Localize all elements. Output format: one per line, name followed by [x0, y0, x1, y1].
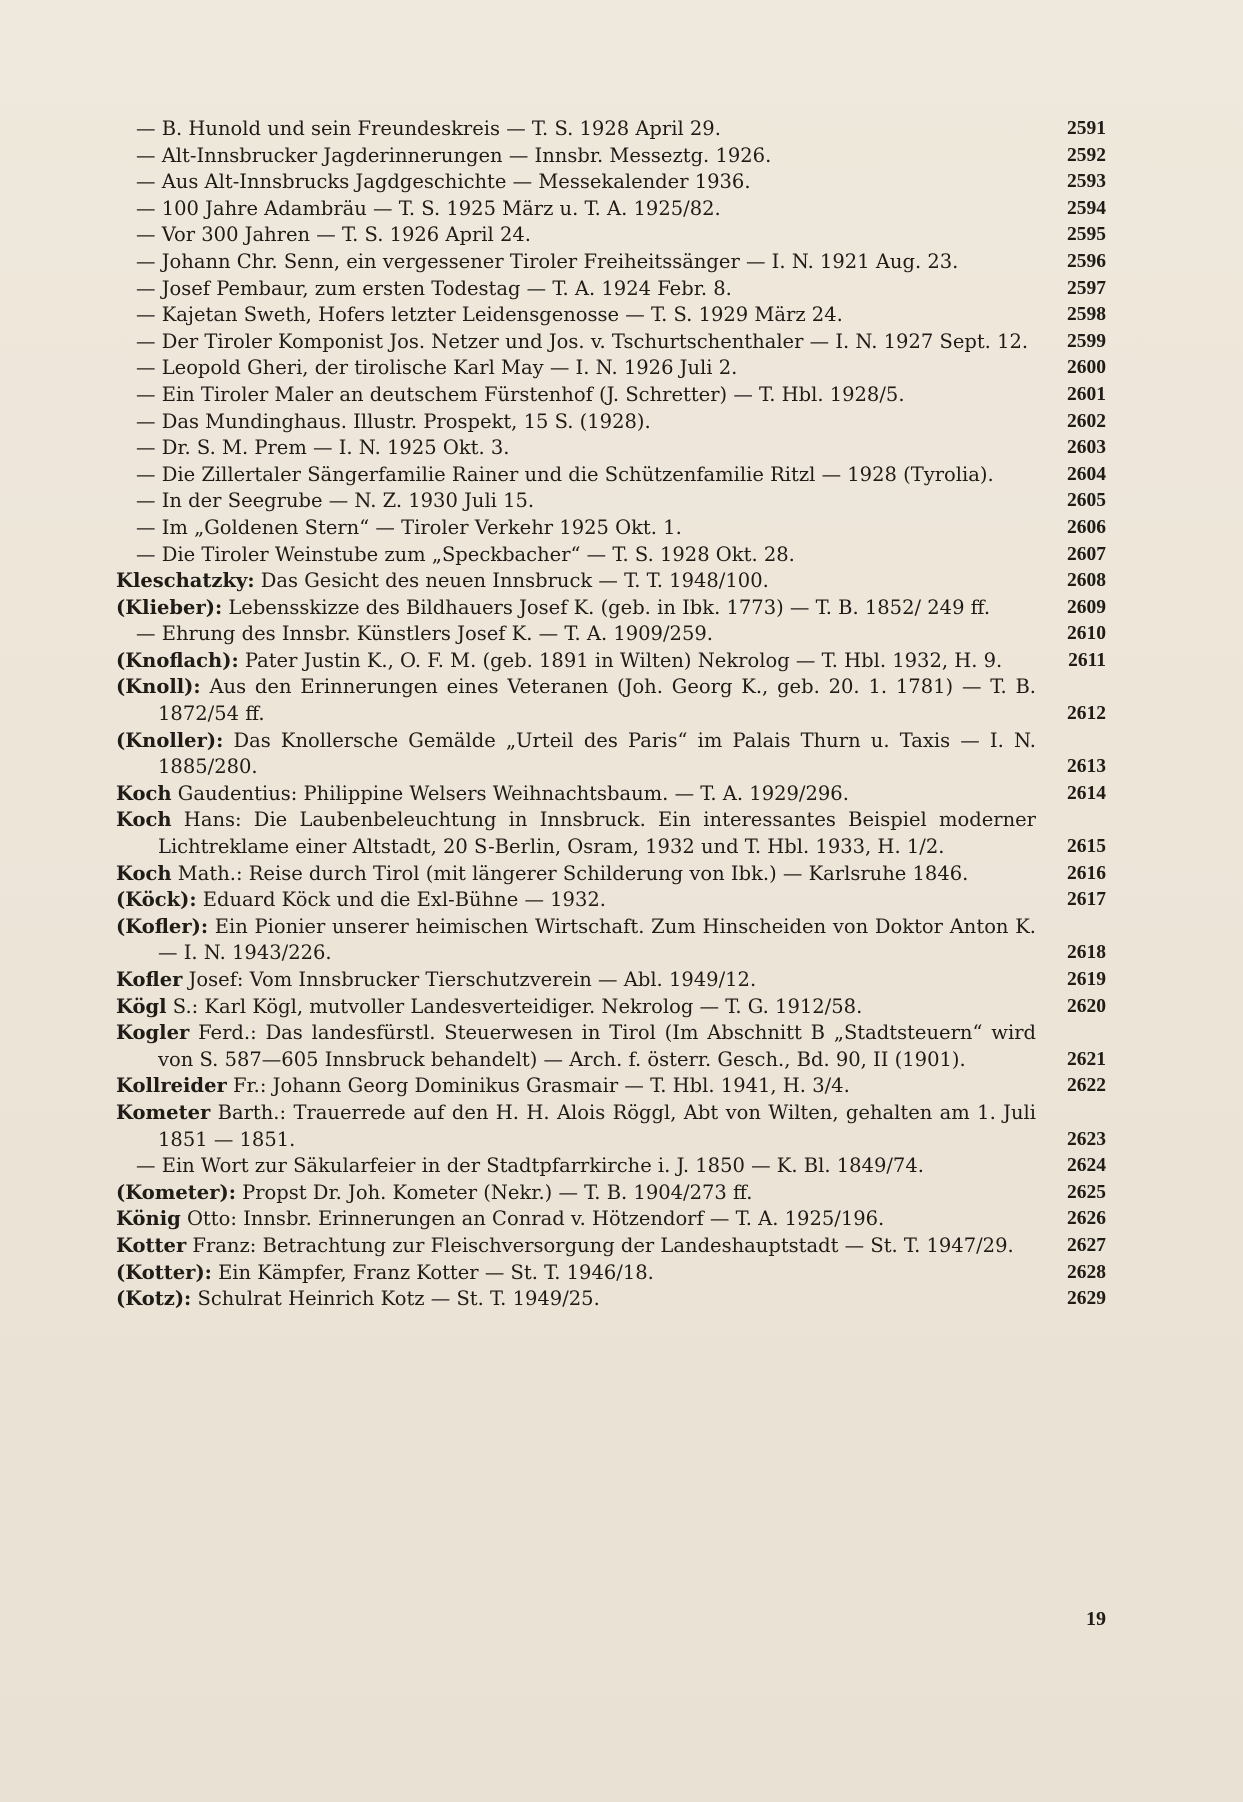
entry-text: Franz: Betrachtung zur Fleischversorgung der Landeshauptstadt — St. T. 1947/29. — [186, 1233, 1014, 1257]
bibliography-entry — [116, 807, 1116, 860]
bibliography-entry — [116, 409, 1116, 436]
entry-text: Eduard Köck und die Exl-Bühne — 1932. — [196, 888, 606, 912]
bibliography-entry — [116, 249, 1116, 276]
entry-dash: — — [136, 1154, 162, 1178]
entry-text: Der Tiroler Komponist Jos. Netzer und Jos. v. Tschurtschenthaler — I. N. 1927 Sept. 12. — [161, 329, 1029, 353]
entry-number: 2621 — [1067, 1048, 1106, 1070]
entry-author: Kleschatzky: — [116, 569, 255, 593]
bibliography-entry — [116, 1020, 1116, 1073]
entry-author: (Kofler): — [116, 914, 209, 938]
entry-number: 2624 — [1067, 1155, 1106, 1177]
entry-text: S.: Karl Kögl, mutvoller Landesverteidiger. Nekrolog — T. G. 1912/58. — [166, 994, 863, 1018]
entry-number: 2591 — [1067, 118, 1106, 139]
entry-number: 2601 — [1067, 383, 1106, 405]
entry-text: Josef: Vom Innsbrucker Tierschutzverein — Abl. 1949/12. — [182, 968, 757, 991]
bibliography-entry — [116, 196, 1116, 223]
entry-text: B. Hunold und sein Freundeskreis — T. S. 1928 April 29. — [161, 117, 721, 140]
bibliography-entry — [116, 222, 1116, 249]
entry-text: Fr.: Johann Georg Dominikus Grasmair — T. Hbl. 1941, H. 3/4. — [226, 1074, 850, 1098]
bibliography-list — [116, 116, 1116, 1313]
entry-author: (Knoll): — [116, 675, 201, 699]
entry-number: 2604 — [1067, 463, 1106, 485]
bibliography-entry — [116, 488, 1116, 515]
entry-number: 2616 — [1067, 862, 1106, 884]
entry-text: Pater Justin K., O. F. M. (geb. 1891 in Wilten) Nekrolog — T. Hbl. 1932, H. 9. — [238, 648, 1003, 672]
entry-author: (Knoflach): — [116, 648, 239, 672]
bibliography-entry — [116, 568, 1116, 595]
entry-text: Gaudentius: Philippine Welsers Weihnachtsbaum. — T. A. 1929/296. — [171, 781, 849, 805]
entry-dash: — — [136, 196, 162, 220]
entry-author: Kofler — [116, 968, 183, 991]
entry-text: Ein Wort zur Säkularfeier in der Stadtpfarrkirche i. J. 1850 — K. Bl. 1849/74. — [161, 1154, 924, 1178]
bibliography-entry — [116, 595, 1116, 622]
bibliography-entry — [116, 887, 1116, 914]
bibliography-entry — [116, 861, 1116, 888]
entry-author: Kogler — [116, 1021, 190, 1045]
entry-number: 2610 — [1067, 623, 1106, 645]
entry-text: Johann Chr. Senn, ein vergessener Tiroler Freiheitssänger — I. N. 1921 Aug. 23. — [161, 249, 959, 273]
entry-text: Aus Alt-Innsbrucks Jagdgeschichte — Messekalender 1936. — [161, 170, 751, 194]
entry-text: Propst Dr. Joh. Kometer (Nekr.) — T. B. 1904/273 ff. — [235, 1180, 753, 1204]
entry-text: Das Mundinghaus. Illustr. Prospekt, 15 S. (1928). — [161, 409, 651, 433]
entry-number: 2612 — [1067, 703, 1106, 725]
entry-number: 2622 — [1067, 1075, 1106, 1097]
entry-number: 2593 — [1067, 171, 1106, 193]
entry-number: 2596 — [1067, 250, 1106, 272]
entry-author: Kollreider — [116, 1074, 227, 1098]
bibliography-entry — [116, 1180, 1116, 1207]
entry-text: Leopold Gheri, der tirolische Karl May — I. N. 1926 Juli 2. — [161, 356, 738, 380]
bibliography-entry — [116, 542, 1116, 569]
bibliography-entry — [116, 1260, 1116, 1287]
bibliography-entry — [116, 967, 1116, 994]
entry-text: Schulrat Heinrich Kotz — St. T. 1949/25. — [191, 1287, 600, 1311]
entry-text: Ein Pionier unserer heimischen Wirtschaft. Zum Hinscheiden von Doktor Anton K. — I. N. 1943/226. — [158, 914, 1036, 965]
bibliography-entry — [116, 355, 1116, 382]
entry-dash: — — [136, 515, 162, 539]
bibliography-entry — [116, 515, 1116, 542]
entry-number: 2617 — [1067, 889, 1106, 911]
entry-number: 2614 — [1067, 782, 1106, 804]
entry-text: Hans: Die Laubenbeleuchtung in Innsbruck. Ein interessantes Beispiel moderner Lichtreklame einer Altstadt, 20 S-Berlin, Osram, 1932 und T. Hbl. 1933, H. 1/2. — [158, 808, 1036, 859]
entry-dash: — — [136, 117, 162, 140]
entry-dash: — — [136, 462, 162, 486]
entry-number: 2595 — [1067, 224, 1106, 246]
entry-number: 2615 — [1067, 836, 1106, 858]
entry-text: Kajetan Sweth, Hofers letzter Leidensgenosse — T. S. 1929 März 24. — [161, 303, 843, 327]
entry-dash: — — [136, 489, 162, 513]
entry-author: König — [116, 1207, 181, 1231]
bibliography-entry — [116, 329, 1116, 356]
entry-number: 2599 — [1067, 330, 1106, 352]
entry-dash: — — [136, 356, 162, 380]
entry-text: Barth.: Trauerrede auf den H. H. Alois Röggl, Abt von Wilten, gehalten am 1. Juli 1851 — 1851. — [158, 1100, 1036, 1151]
entry-text: Josef Pembaur, zum ersten Todestag — T. A. 1924 Febr. 8. — [161, 276, 732, 300]
entry-number: 2606 — [1067, 516, 1106, 538]
bibliography-entry — [116, 728, 1116, 781]
entry-number: 2613 — [1067, 756, 1106, 778]
entry-text: Das Gesicht des neuen Innsbruck — T. T. 1948/100. — [254, 569, 769, 593]
entry-number: 2600 — [1067, 357, 1106, 379]
bibliography-entry — [116, 1100, 1116, 1153]
bibliography-entry — [116, 648, 1116, 675]
entry-author: Kögl — [116, 994, 167, 1018]
entry-text: Ferd.: Das landesfürstl. Steuerwesen in Tirol (Im Abschnitt B „Stadtsteuern“ wird von S. 587—605 Innsbruck behandelt) — Arch. f. österr. Gesch., Bd. 90, II (1901). — [158, 1021, 1036, 1071]
entry-author: (Kometer): — [116, 1180, 236, 1204]
bibliography-entry — [116, 1233, 1116, 1260]
entry-number: 2623 — [1067, 1128, 1106, 1150]
page-number: 19 — [1086, 1608, 1106, 1630]
bibliography-entry — [116, 1206, 1116, 1233]
bibliography-entry — [116, 994, 1116, 1021]
entry-number: 2594 — [1067, 197, 1106, 219]
bibliography-entry — [116, 1153, 1116, 1180]
entry-text: Alt-Innsbrucker Jagderinnerungen — Innsbr. Messeztg. 1926. — [161, 143, 772, 167]
entry-author: (Kotter): — [116, 1260, 212, 1284]
bibliography-entry — [116, 781, 1116, 808]
entry-number: 2608 — [1067, 570, 1106, 592]
bibliography-entry — [116, 169, 1116, 196]
entry-author: (Klieber): — [116, 595, 223, 619]
entry-text: Vor 300 Jahren — T. S. 1926 April 24. — [161, 223, 531, 247]
entry-author: Koch — [116, 808, 172, 832]
entry-author: (Kotz): — [116, 1287, 192, 1311]
entry-text: Otto: Innsbr. Erinnerungen an Conrad v. Hötzendorf — T. A. 1925/196. — [180, 1207, 885, 1231]
entry-number: 2598 — [1067, 304, 1106, 326]
entry-author: Koch — [116, 781, 172, 805]
entry-text: Aus den Erinnerungen eines Veteranen (Joh. Georg K., geb. 20. 1. 1781) — T. B. 1872/54 ff. — [158, 675, 1036, 726]
entry-text: Math.: Reise durch Tirol (mit längerer Schilderung von Ibk.) — Karlsruhe 1846. — [171, 861, 969, 885]
bibliography-entry — [116, 1286, 1116, 1313]
entry-number: 2607 — [1067, 543, 1106, 565]
entry-text: Dr. S. M. Prem — I. N. 1925 Okt. 3. — [161, 436, 510, 460]
entry-number: 2605 — [1067, 490, 1106, 512]
entry-text: Ein Kämpfer, Franz Kotter — St. T. 1946/18. — [211, 1260, 654, 1284]
entry-author: Kotter — [116, 1233, 187, 1257]
entry-text: 100 Jahre Adambräu — T. S. 1925 März u. T. A. 1925/82. — [161, 196, 721, 220]
entry-number: 2628 — [1067, 1261, 1106, 1283]
entry-dash: — — [136, 382, 162, 406]
entry-text: Lebensskizze des Bildhauers Josef K. (geb. in Ibk. 1773) — T. B. 1852/ 249 ff. — [222, 595, 991, 619]
entry-text: Im „Goldenen Stern“ — Tiroler Verkehr 1925 Okt. 1. — [161, 515, 682, 539]
entry-text: Ein Tiroler Maler an deutschem Fürstenhof (J. Schretter) — T. Hbl. 1928/5. — [161, 382, 905, 406]
entry-author: (Köck): — [116, 888, 197, 912]
entry-dash: — — [136, 542, 162, 566]
entry-number: 2629 — [1067, 1288, 1106, 1310]
bibliography-entry — [116, 462, 1116, 489]
entry-number: 2603 — [1067, 437, 1106, 459]
entry-number: 2619 — [1067, 969, 1106, 990]
entry-number: 2626 — [1067, 1208, 1106, 1230]
entry-dash: — — [136, 249, 162, 273]
entry-dash: — — [136, 223, 162, 247]
entry-text: Ehrung des Innsbr. Künstlers Josef K. — T. A. 1909/259. — [161, 622, 713, 646]
entry-author: Koch — [116, 861, 172, 885]
entry-number: 2597 — [1067, 277, 1106, 299]
entry-number: 2625 — [1067, 1181, 1106, 1203]
bibliography-entry — [116, 1073, 1116, 1100]
entry-author: (Knoller): — [116, 728, 224, 752]
entry-number: 2611 — [1068, 649, 1106, 671]
bibliography-entry — [116, 143, 1116, 170]
bibliography-entry — [116, 914, 1116, 967]
bibliography-entry — [116, 276, 1116, 303]
entry-number: 2609 — [1067, 596, 1106, 618]
bibliography-entry — [116, 621, 1116, 648]
entry-text: Das Knollersche Gemälde „Urteil des Paris“ im Palais Thurn u. Taxis — I. N. 1885/280. — [158, 728, 1036, 779]
bibliography-entry — [116, 382, 1116, 409]
entry-dash: — — [136, 436, 162, 460]
entry-dash: — — [136, 276, 162, 300]
entry-author: Kometer — [116, 1100, 211, 1124]
entry-number: 2602 — [1067, 410, 1106, 432]
entry-dash: — — [136, 409, 162, 433]
entry-dash: — — [136, 303, 162, 327]
entry-number: 2620 — [1067, 995, 1106, 1017]
entry-dash: — — [136, 329, 162, 353]
entry-text: Die Zillertaler Sängerfamilie Rainer und die Schützenfamilie Ritzl — 1928 (Tyrolia). — [161, 462, 994, 486]
bibliography-entry — [116, 674, 1116, 727]
entry-text: In der Seegrube — N. Z. 1930 Juli 15. — [161, 489, 535, 513]
bibliography-entry — [116, 435, 1116, 462]
bibliography-entry — [116, 116, 1116, 143]
entry-dash: — — [136, 170, 162, 194]
entry-text: Die Tiroler Weinstube zum „Speckbacher“ — T. S. 1928 Okt. 28. — [161, 542, 795, 566]
entry-dash: — — [136, 143, 162, 167]
entry-number: 2618 — [1067, 942, 1106, 964]
bibliography-entry — [116, 302, 1116, 329]
entry-number: 2592 — [1067, 144, 1106, 166]
entry-number: 2627 — [1067, 1234, 1106, 1256]
entry-dash: — — [136, 622, 162, 646]
